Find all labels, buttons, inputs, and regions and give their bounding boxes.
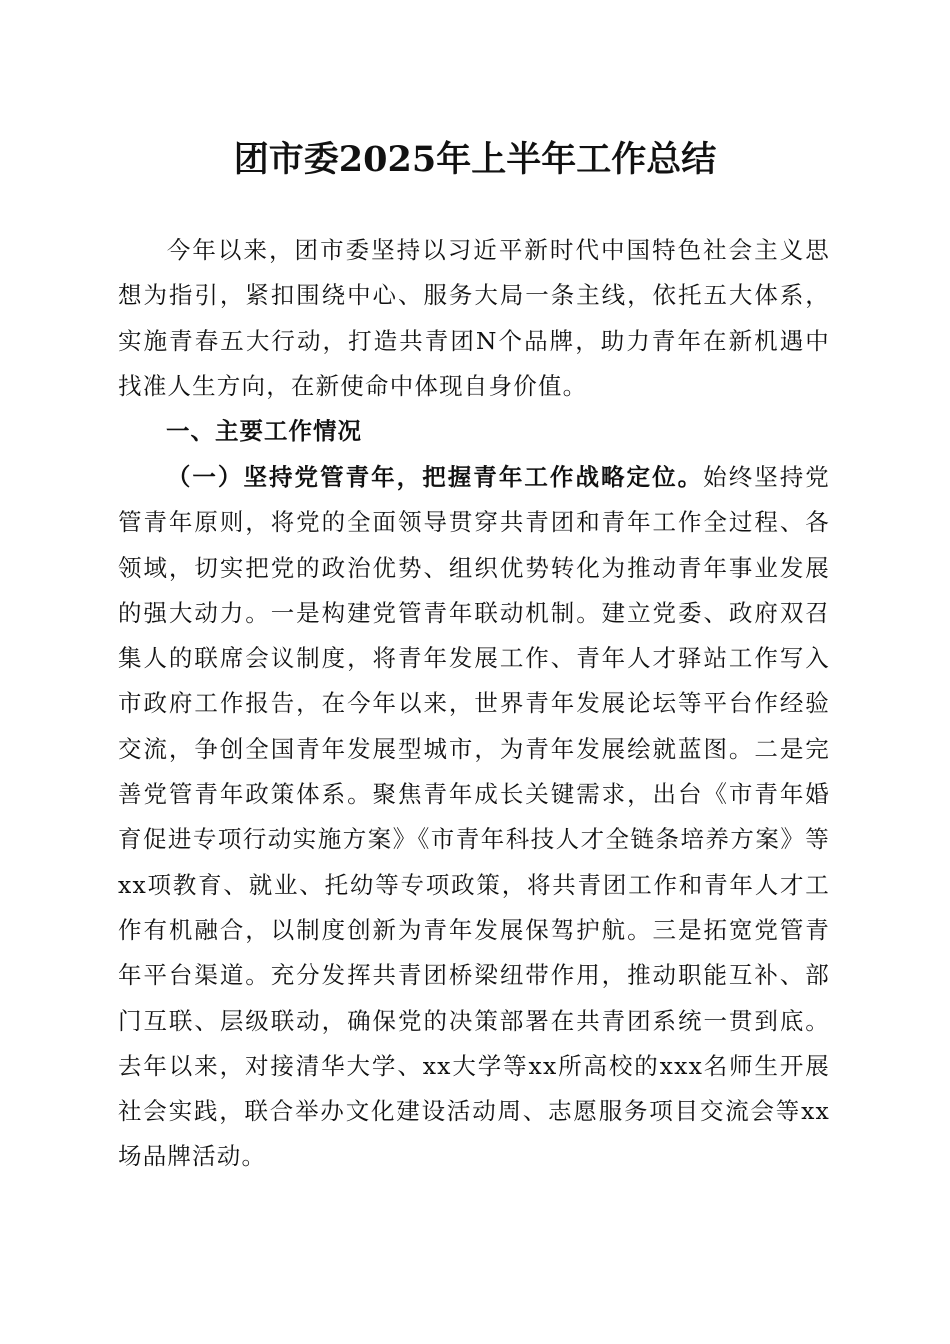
subsection-heading: （一）坚持党管青年，把握青年工作战略定位。	[166, 463, 704, 491]
intro-paragraph-text: 今年以来，团市委坚持以习近平新时代中国特色社会主义思想为指引，紧扣围绕中心、服务大局一条主线，依托五大体系，实施青春五大行动，打造共青团N个品牌，助力青年在新机遇中找准人生方向，在新使命中体现自身价值。	[118, 236, 830, 400]
document-title: 团市委2025年上半年工作总结	[233, 139, 717, 180]
section-heading: 一、主要工作情况	[166, 417, 362, 445]
intro-paragraph	[118, 228, 830, 409]
subsection-paragraph	[118, 455, 830, 1180]
subsection-body-text: 始终坚持党管青年原则，将党的全面领导贯穿共青团和青年工作全过程、各领域，切实把党的政治优势、组织优势转化为推动青年事业发展的强大动力。一是构建党管青年联动机制。建立党委、政府双召集人的联席会议制度，将青年发展工作、青年人才驿站工作写入市政府工作报告，在今年以来，世界青年发展论坛等平台作经验交流，争创全国青年发展型城市，为青年发展绘就蓝图。二是完善党管青年政策体系。聚焦青年成长关键需求，出台《市青年婚育促进专项行动实施方案》《市青年科技人才全链条培养方案》等xx项教育、就业、托幼等专项政策，将共青团工作和青年人才工作有机融合，以制度创新为青年发展保驾护航。三是拓宽党管青年平台渠道。充分发挥共青团桥梁纽带作用，推动职能互补、部门互联、层级联动，确保党的决策部署在共青团系统一贯到底。去年以来，对接清华大学、xx大学等xx所高校的xxx名师生开展社会实践，联合举办文化建设活动周、志愿服务项目交流会等xx场品牌活动。	[118, 463, 831, 1171]
